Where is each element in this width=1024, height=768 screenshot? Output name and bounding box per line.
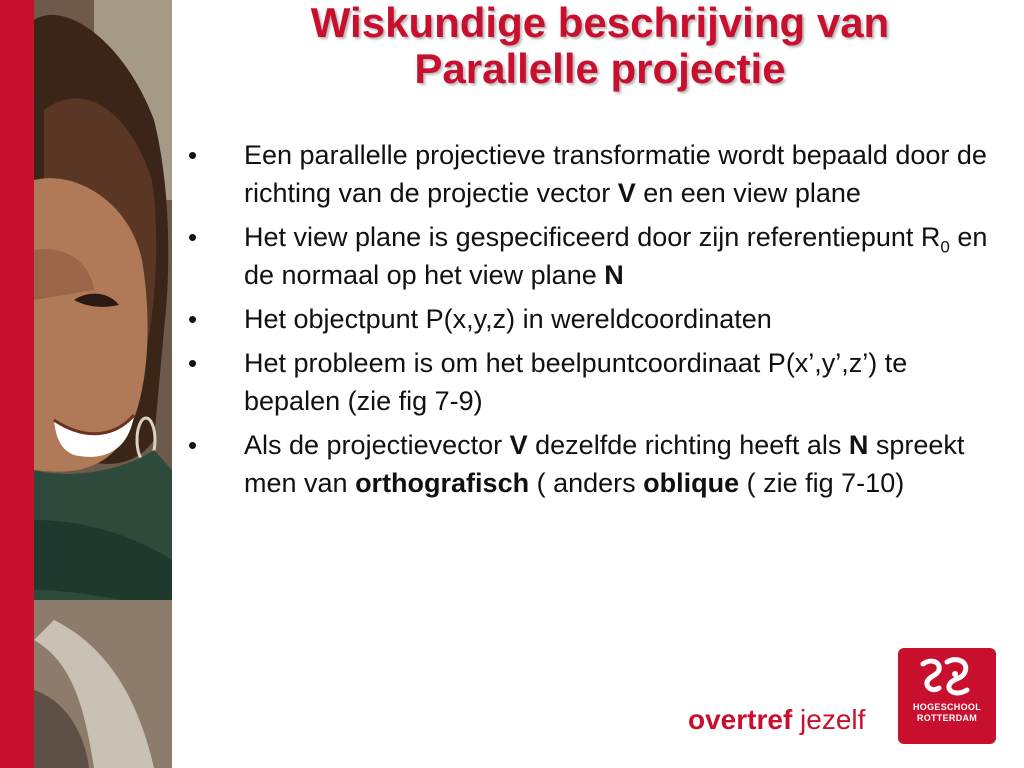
slide-title-line-1: Wiskundige beschrijving van <box>310 0 890 46</box>
bullet-subscript: 0 <box>940 237 950 257</box>
bullet-text: en een view plane <box>635 178 861 208</box>
bullet-marker: • <box>188 348 198 378</box>
bullet-list <box>186 136 1006 508</box>
bullet-marker: • <box>188 140 198 170</box>
footer-slogan <box>688 704 865 736</box>
bullet-item <box>186 136 1006 212</box>
bullet-bold-term: N <box>604 260 624 290</box>
bullet-text: Een parallelle projectieve transformatie wordt bepaald door de richting van de projectie vector <box>244 140 987 208</box>
bullet-text: Het probleem is om het beelpuntcoordinaat P(x’,y’,z’) te bepalen (zie fig 7-9) <box>244 348 908 416</box>
bullet-bold-term: V <box>509 430 528 460</box>
hogeschool-rotterdam-logo <box>898 648 996 744</box>
logo-text-line-2: ROTTERDAM <box>916 713 978 723</box>
bullet-text: Het objectpunt P(x,y,z) in wereldcoordinaten <box>244 304 772 334</box>
slogan-light: jezelf <box>792 704 866 735</box>
bullet-marker: • <box>188 222 198 252</box>
bullet-text: ( zie fig 7-10) <box>739 468 905 498</box>
bullet-item <box>186 344 1006 420</box>
bullet-marker: • <box>188 304 198 334</box>
bullet-item <box>186 300 1006 338</box>
logo-text-line-1: HOGESCHOOL <box>912 702 981 712</box>
bullet-text: spreekt men van <box>244 430 965 498</box>
logo-mark-icon <box>917 656 977 700</box>
bullet-bold-term: orthografisch <box>355 468 530 498</box>
bullet-text: ( anders <box>529 468 644 498</box>
bullet-text: Als de projectievector <box>244 430 510 460</box>
slide-title-line-2: Parallelle projectie <box>414 45 786 92</box>
bullet-item <box>186 426 1006 502</box>
bullet-bold-term: V <box>617 178 636 208</box>
bullet-text: en de normaal op het view plane <box>244 222 988 290</box>
bullet-text: Het view plane is gespecificeerd door zijn referentiepunt R <box>244 222 941 252</box>
left-accent-bar <box>0 0 34 768</box>
slide-title <box>180 0 1020 92</box>
slogan-bold: overtref <box>688 704 793 735</box>
bullet-marker: • <box>188 430 198 460</box>
bullet-item <box>186 218 1006 294</box>
bullet-text: dezelfde richting heeft als <box>527 430 849 460</box>
photo-smiling-woman <box>34 0 172 768</box>
bullet-bold-term: oblique <box>643 468 740 498</box>
bullet-bold-term: N <box>848 430 869 460</box>
